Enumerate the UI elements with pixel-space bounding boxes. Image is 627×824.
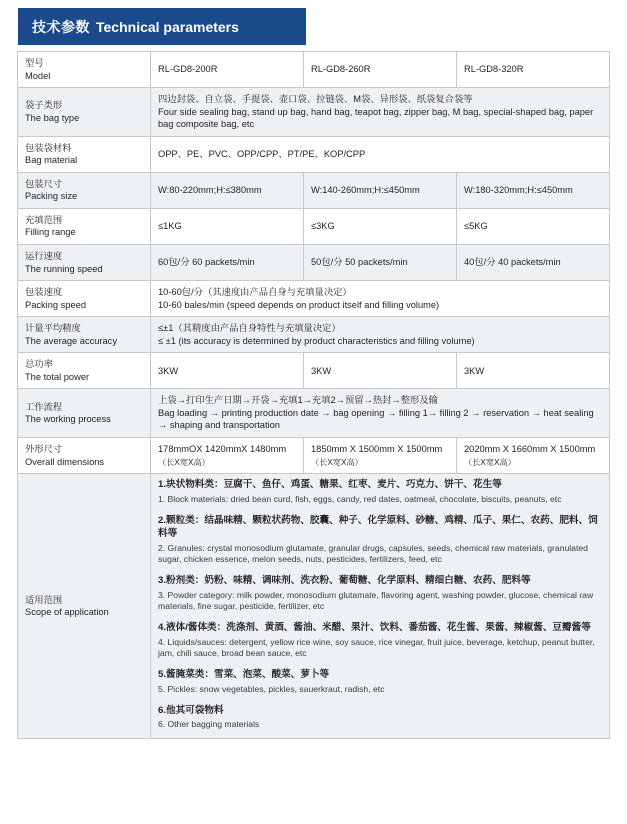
row-label-en: The average accuracy [25,335,117,346]
table-row [18,52,610,88]
row-label-en: Packing speed [25,299,86,310]
row-label-packing-speed [18,281,151,317]
cell-total-power-1: 3KW [151,353,304,389]
row-label-working-process [18,389,151,438]
cell-packing-size-2: W:140-260mm;H:≤450mm [304,172,457,208]
row-label-cn: 充填范围 [25,214,63,225]
cell-running-speed-3: 40包/分 40 packets/min [457,245,610,281]
row-label-cn: 适用范围 [25,594,63,605]
cell-text-sub: （长X宽X高） [158,457,210,467]
cell-overall-dimensions-3 [457,438,610,474]
specifications-table [17,51,610,739]
scope-item-cn: 3.粉剂类：奶粉、味精、调味剂、洗衣粉、葡萄糖、化学原料、精细白糖、农药、肥料等 [158,574,531,586]
row-label-average-accuracy [18,317,151,353]
table-row [18,136,610,172]
row-label-scope-of-application [18,474,151,739]
cell-total-power-2: 3KW [304,353,457,389]
scope-item-en: 4. Liquids/sauces: detergent, yellow rice wine, soy sauce, rice vinegar, fruit juice, beverage, ketchup, peanut butter, jam, chili sauce, broad bean sauce, etc [158,636,595,659]
table-row [18,208,610,244]
cell-model-1: RL-GD8-200R [151,52,304,88]
page-header-banner [18,8,306,45]
cell-model-3: RL-GD8-320R [457,52,610,88]
list-item [158,479,602,506]
cell-bag-type [151,88,610,137]
cell-scope-of-application [151,474,610,739]
table-row [18,474,610,739]
row-label-cn: 型号 [25,58,44,68]
table-row [18,389,610,438]
cell-packing-size-1: W:80-220mm;H:≤380mm [151,172,304,208]
row-label-en: The total power [25,371,90,382]
row-label-en: Scope of application [25,607,109,618]
cell-text-en: Four side sealing bag, stand up bag, hand bag, teapot bag, zipper bag, M bag, special-shaped bag, paper bag composite bag, etc [158,106,594,130]
row-label-running-speed [18,245,151,281]
row-label-cn: 包装袋材料 [25,142,72,153]
scope-item-en: 3. Powder category: milk powder, monosodium glutamate, flavoring agent, washing powder, glucose, chemical raw materials, fine sugar, pesticide, fertilizer, etc [158,589,594,612]
row-label-model [18,52,151,88]
row-label-total-power [18,353,151,389]
cell-text-value: 2020mm X 1660mm X 1500mm [464,444,596,455]
row-label-cn: 工作流程 [25,401,63,412]
row-label-packing-size [18,172,151,208]
scope-item-cn: 6.他其可袋物料 [158,704,224,716]
scope-item-en: 2. Granules: crystal monosodium glutamate, granular drugs, capsules, seeds, chemical raw materials, granulated sugar, chicken essence, melon seeds, nuts, pesticides, fertilizers, feed, etc [158,542,588,565]
cell-bag-material: OPP、PE、PVC、OPP/CPP、PT/PE、KOP/CPP [151,136,610,172]
row-label-en: Filling range [25,227,76,238]
table-row [18,245,610,281]
table-row [18,281,610,317]
cell-packing-size-3: W:180-320mm;H:≤450mm [457,172,610,208]
cell-overall-dimensions-2 [304,438,457,474]
row-label-cn: 包装尺寸 [25,178,63,189]
cell-total-power-3: 3KW [457,353,610,389]
row-label-cn: 包装速度 [25,287,63,298]
row-label-cn: 计量平均精度 [25,323,81,334]
cell-text-sub: （长X宽X高） [311,457,363,467]
table-row [18,353,610,389]
row-label-cn: 运行速度 [25,251,63,262]
row-label-bag-material [18,136,151,172]
row-label-bag-type [18,88,151,137]
cell-text-sub: （长X宽X高） [464,457,516,467]
cell-overall-dimensions-1 [151,438,304,474]
cell-filling-range-3: ≤5KG [457,208,610,244]
list-item [158,575,602,613]
header-title-cn: 技术参数 [32,18,90,35]
table-row [18,438,610,474]
cell-text-en: Bag loading → printing production date → bag opening → filling 1→ filling 2 → reservation → heat sealing → shaping and transportation [158,407,594,431]
cell-text-cn: 四边封袋、自立袋、手提袋、壶口袋、拉链袋、M袋、异形袋、纸袋复合袋等 [158,94,473,105]
scope-item-en: 5. Pickles: snow vegetables, pickles, sauerkraut, radish, etc [158,683,385,694]
header-title-en: Technical parameters [96,18,239,35]
row-label-en: Packing size [25,191,78,202]
cell-text-en: ≤ ±1 (its accuracy is determined by product characteristics and filling volume) [158,335,475,346]
row-label-cn: 外形尺寸 [25,444,63,455]
cell-working-process [151,389,610,438]
scope-item-cn: 4.液体/酱体类：洗涤剂、黄酒、酱油、米醋、果汁、饮料、番茄酱、花生酱、果酱、辣椒酱、豆瓣酱等 [158,621,591,633]
cell-average-accuracy [151,317,610,353]
list-item [158,705,602,732]
cell-text-value: 178mmOX 1420mmX 1480mm [158,444,287,455]
row-label-en: The working process [25,414,111,425]
cell-running-speed-1: 60包/分 60 packets/min [151,245,304,281]
cell-text-cn: 10-60包/分（其速度由产品自身与充填量决定） [158,287,352,298]
cell-text-en: 10-60 bales/min (speed depends on product itself and filling volume) [158,299,440,310]
cell-text-cn: 上袋→打印生产日期→开袋→充填1→充填2→预留→热封→整形及输 [158,395,438,406]
cell-packing-speed [151,281,610,317]
table-row [18,88,610,137]
cell-filling-range-1: ≤1KG [151,208,304,244]
row-label-cn: 总功率 [25,359,53,370]
cell-filling-range-2: ≤3KG [304,208,457,244]
row-label-overall-dimensions [18,438,151,474]
row-label-en: Model [25,70,51,81]
scope-item-cn: 2.颗粒类：结晶味精、颗粒状药物、胶囊、种子、化学原料、砂糖、鸡精、瓜子、果仁、农药、肥料、饲料等 [158,514,598,539]
row-label-filling-range [18,208,151,244]
list-item [158,515,602,566]
scope-item-cn: 5.酱腌菜类：雪菜、泡菜、酸菜、萝卜等 [158,668,330,680]
cell-model-2: RL-GD8-260R [304,52,457,88]
list-item [158,622,602,660]
cell-text-cn: ≤±1（其精度由产品自身特性与充填量决定） [158,323,341,334]
row-label-cn: 袋子类形 [25,100,63,111]
scope-item-cn: 1.块状物料类：豆腐干、鱼仔、鸡蛋、糖果、红枣、麦片、巧克力、饼干、花生等 [158,479,502,491]
table-row [18,172,610,208]
row-label-en: The bag type [25,112,80,123]
row-label-en: Bag material [25,155,78,166]
cell-text-value: 1850mm X 1500mm X 1500mm [311,444,443,455]
cell-running-speed-2: 50包/分 50 packets/min [304,245,457,281]
list-item [158,669,602,696]
table-row [18,317,610,353]
scope-item-en: 6. Other bagging materials [158,719,260,730]
scope-item-en: 1. Block materials: dried bean curd, fish, eggs, candy, red dates, oatmeal, chocolate, biscuits, peanuts, etc [158,494,562,505]
row-label-en: The running speed [25,263,103,274]
row-label-en: Overall dimensions [25,456,105,467]
